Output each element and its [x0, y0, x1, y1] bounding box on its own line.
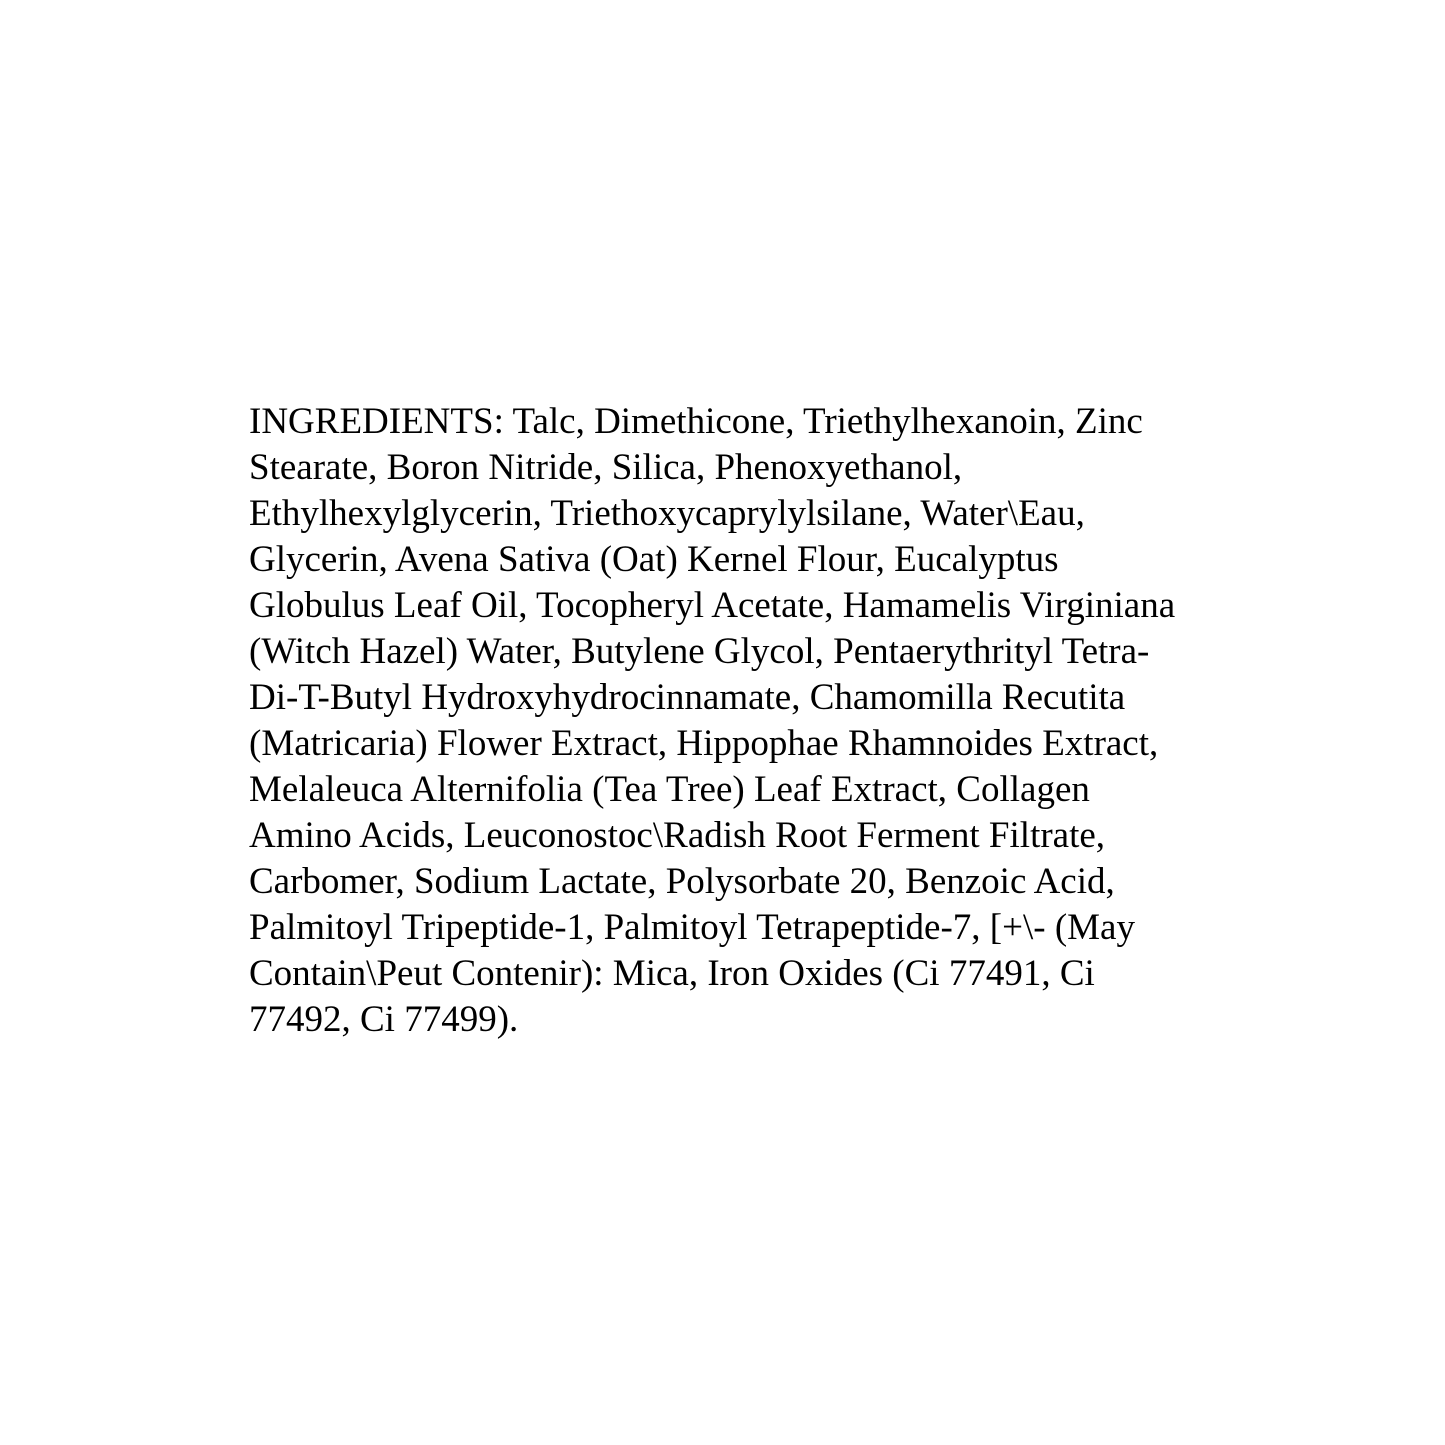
ingredients-line: Palmitoyl Tripeptide-1, Palmitoyl Tetrapeptide-7, [+\- (May — [249, 907, 1135, 948]
ingredients-line: Amino Acids, Leuconostoc\Radish Root Ferment Filtrate, — [249, 815, 1106, 856]
ingredients-line: 77492, Ci 77499). — [249, 999, 519, 1040]
ingredients-line: Ethylhexylglycerin, Triethoxycaprylylsilane, Water\Eau, — [249, 493, 1085, 534]
ingredients-line: INGREDIENTS: Talc, Dimethicone, Triethylhexanoin, Zinc — [249, 401, 1143, 442]
ingredients-line: (Matricaria) Flower Extract, Hippophae Rhamnoides Extract, — [249, 723, 1159, 764]
ingredients-text-block — [249, 399, 1239, 1043]
ingredients-line: (Witch Hazel) Water, Butylene Glycol, Pentaerythrityl Tetra- — [249, 631, 1150, 672]
ingredients-line: Glycerin, Avena Sativa (Oat) Kernel Flour, Eucalyptus — [249, 539, 1059, 580]
ingredients-line: Globulus Leaf Oil, Tocopheryl Acetate, Hamamelis Virginiana — [249, 585, 1176, 626]
ingredients-line: Contain\Peut Contenir): Mica, Iron Oxides (Ci 77491, Ci — [249, 953, 1095, 994]
ingredients-line: Di-T-Butyl Hydroxyhydrocinnamate, Chamomilla Recutita — [249, 677, 1126, 718]
ingredients-line: Stearate, Boron Nitride, Silica, Phenoxyethanol, — [249, 447, 963, 488]
ingredients-line: Melaleuca Alternifolia (Tea Tree) Leaf Extract, Collagen — [249, 769, 1090, 810]
ingredients-line: Carbomer, Sodium Lactate, Polysorbate 20, Benzoic Acid, — [249, 861, 1115, 902]
